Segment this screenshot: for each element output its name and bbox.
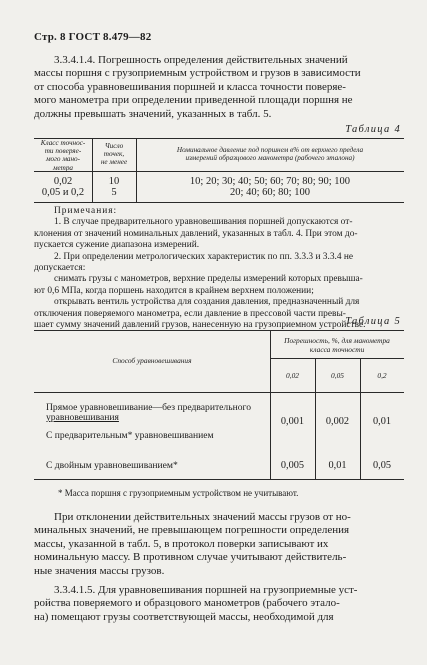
- table5-header-class: 0,02: [286, 371, 299, 380]
- paragraph-3-3-4-1-4: [34, 54, 404, 121]
- paragraph-3-3-4-1-5: [34, 584, 404, 624]
- table-4: [34, 138, 404, 203]
- text-line: должны превышать значений, указанных в табл. 5.: [34, 107, 272, 120]
- table4-caption: Таблица 4: [345, 124, 401, 135]
- table-rule: [34, 330, 404, 331]
- table4-cell-class: 0,02: [53, 176, 73, 187]
- table5-row-label: С двойным уравновешиванием*: [46, 460, 178, 471]
- table-rule: [34, 479, 404, 480]
- text-line: ные значения массы грузов.: [34, 564, 165, 577]
- table5-header-error: Погрешность, %, для манометра класса точности: [284, 336, 390, 354]
- table5-cell-value: 0,002: [325, 416, 350, 427]
- note-line: шает сумму значений давлений грузов, нанесенную на грузоприемном устройстве.: [34, 320, 366, 331]
- table-rule: [34, 202, 404, 203]
- text-line: на) помещают грузы соответствующей массы, необходимой для: [34, 610, 334, 623]
- table5-header-method: Способ уравновешивания: [112, 356, 192, 365]
- table4-cell-pressure: 20; 40; 60; 80; 100: [230, 187, 310, 198]
- text-line: При отклонении действительных значений массы грузов от но-: [54, 511, 351, 523]
- note-line: 2. При определении метрологических характеристик по пп. 3.3.3 и 3.3.4 не: [54, 251, 354, 262]
- note-line: клонения от значений номинальных давлений, указанных в табл. 4. При этом до-: [34, 228, 358, 239]
- note-line: снимать грузы с манометров, верхние пределы измерений которых превыша-: [54, 274, 363, 285]
- text-line: массы поршня с грузоприемным устройством и грузов в зависимости: [34, 67, 361, 80]
- table4-cell-pressure: 10; 20; 30; 40; 50; 60; 70; 80; 90; 100: [189, 176, 351, 187]
- table5-row-label: уравновешивания: [46, 412, 119, 423]
- page-header: Стр. 8 ГОСТ 8.479—82: [34, 31, 152, 43]
- notes-title: Примечания:: [54, 206, 118, 216]
- table5-cell-value: 0,01: [328, 460, 347, 471]
- table5-row-label: С предварительным* уравновешиванием: [46, 430, 214, 441]
- table4-cell-count: 10: [108, 176, 120, 187]
- table5-header-class: 0,05: [331, 371, 344, 380]
- text-line: от способа уравновешивания поршней и класса точности поверяе-: [34, 80, 346, 93]
- table5-cell-value: 0,01: [372, 416, 392, 427]
- table5-footnote: * Масса поршня с грузоприемным устройством не учитывают.: [58, 488, 299, 498]
- note-line: пускается сужение диапазона измерений.: [34, 240, 200, 251]
- note-line: открывать вентиль устройства для создания давления, предназначенный для: [54, 297, 360, 308]
- table5-header-class: 0,2: [377, 371, 387, 380]
- table5-cell-value: 0,005: [280, 460, 305, 471]
- table5-cell-value: 0,05: [372, 460, 392, 471]
- text-line: 3.3.4.1.5. Для уравновешивания поршней на грузоприемные уст-: [54, 584, 358, 596]
- table5-row-label: Прямое уравновешивание—без предварительного: [46, 402, 252, 413]
- table-5: [34, 330, 404, 480]
- text-line: мого манометра при определении приведенной площади поршня не: [34, 94, 353, 107]
- note-line: допускается:: [34, 263, 86, 274]
- table4-cell-class: 0,05 и 0,2: [41, 187, 85, 198]
- paragraph-deviation: [34, 511, 404, 578]
- note-line: отключения поверяемого манометра, если давление в прессовой части превы-: [34, 308, 346, 319]
- text-line: минальных значений, не превышающем погрешности определения: [34, 524, 350, 537]
- table4-header-pressure: Номинальное давление под поршнем в% от верхнего предела измерений образцового манометра (рабочего эталона): [176, 146, 364, 163]
- table4-header-class: Класс точнос- ти поверяе- мого мано- метра: [40, 139, 86, 172]
- table4-cell-count: 5: [111, 187, 117, 198]
- text-line: ройства поверяемого и образцового манометров (рабочего этало-: [34, 597, 340, 610]
- table-rule: [270, 358, 404, 359]
- notes-block: [34, 206, 404, 331]
- text-line: 3.3.4.1.4. Погрешность определения действительных значений: [54, 54, 348, 66]
- table-rule: [34, 392, 404, 393]
- table5-caption: Таблица 5: [345, 316, 401, 327]
- table5-cell-value: 0,001: [280, 416, 305, 427]
- note-line: 1. В случае предварительного уравновешивания поршней допускаются от-: [54, 217, 353, 228]
- text-line: массы, указанной в табл. 5, в протокол поверки записывают их: [34, 537, 329, 550]
- text-line: номинальную массу. В противном случае учитывают действитель-: [34, 551, 347, 564]
- note-line: ют 0,6 МПа, когда поршень находится в крайнем верхнем положении;: [34, 285, 314, 296]
- table4-header-count: Число точек, не менее: [100, 142, 128, 167]
